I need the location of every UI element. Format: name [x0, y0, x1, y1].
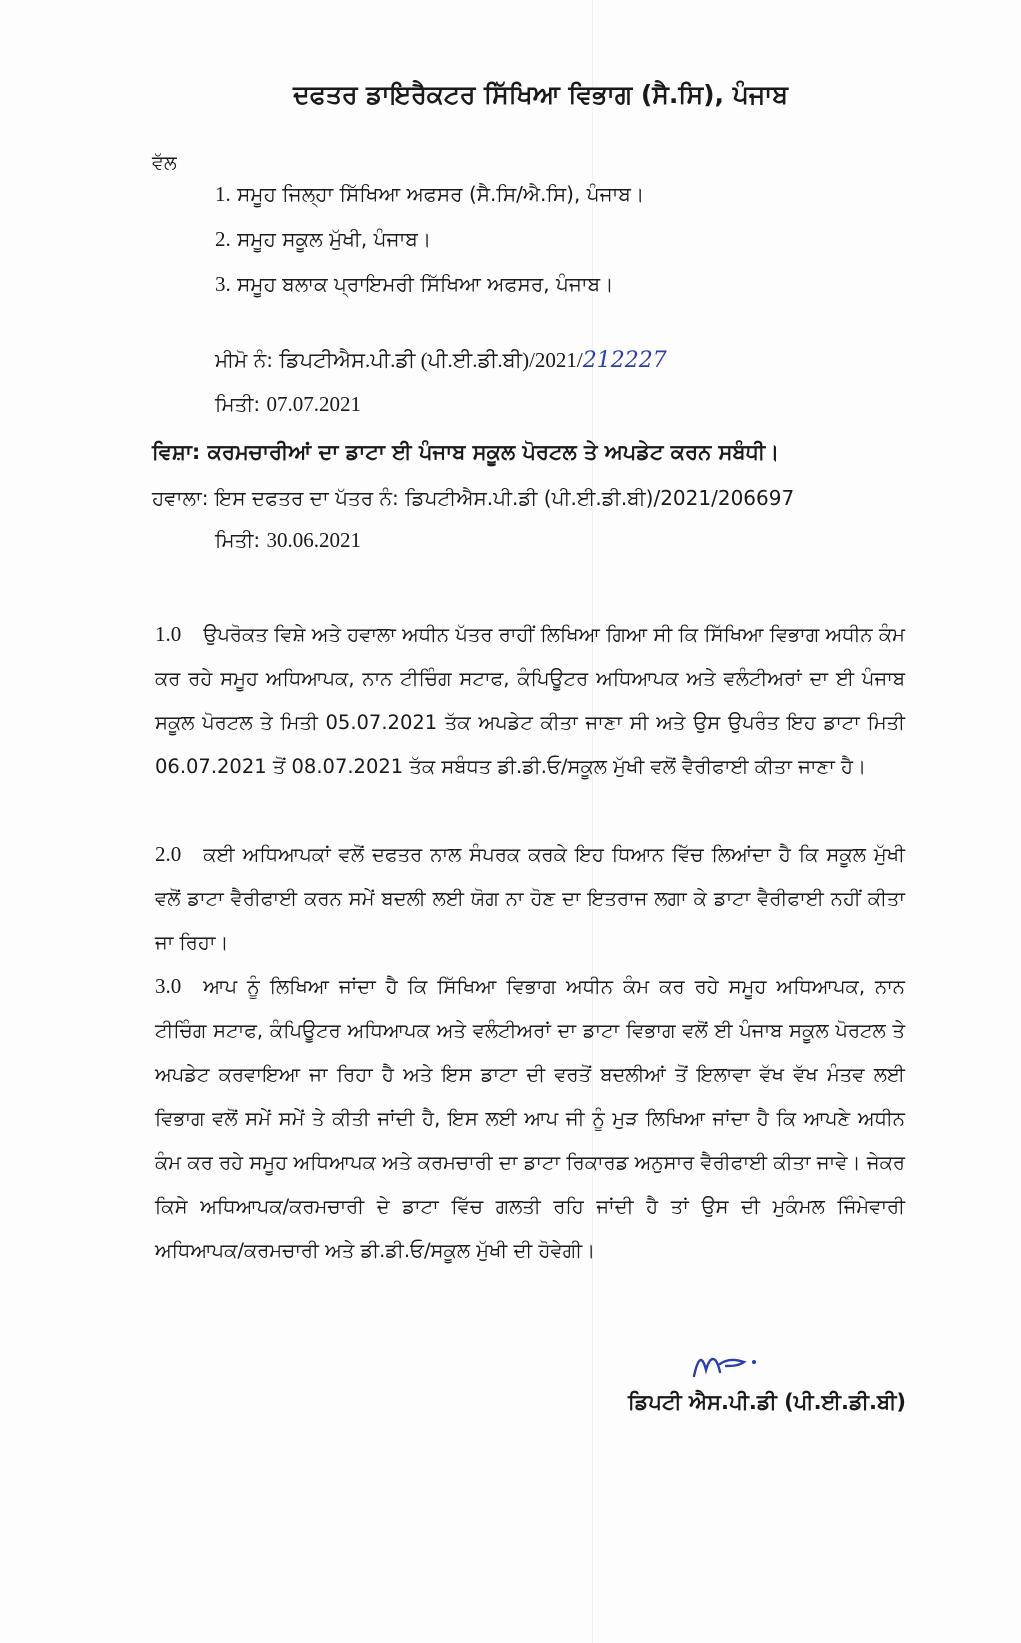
paragraph-3: 3.0 ਆਪ ਨੂੰ ਲਿਖਿਆ ਜਾਂਦਾ ਹੈ ਕਿ ਸਿੱਖਿਆ ਵਿਭਾਗ ਅਧੀਨ ਕੰਮ ਕਰ ਰਹੇ ਸਮੂਹ ਅਧਿਆਪਕ, ਨਾਨ ਟੀਚਿੰਗ ਸਟਾਫ, ਕੰਪਿਊਟਰ ਅਧਿਆਪਕ ਅਤੇ ਵਲੰਟੀਅਰਾਂ ਦਾ ਡਾਟਾ ਵਿਭਾਗ ਵਲੋਂ ਈ ਪੰਜਾਬ ਸਕੂਲ ਪੋਰਟਲ ਤੇ ਅਪਡੇਟ ਕਰਵਾਇਆ ਜਾ ਰਿਹਾ ਹੈ ਅਤੇ ਇਸ ਡਾਟਾ ਦੀ ਵਰਤੋਂ ਬਦਲੀਆਂ ਤੋਂ ਇਲਾਵਾ ਵੱਖ ਵੱਖ ਮੰਤਵ ਲਈ ਵਿਭਾਗ ਵਲੋਂ ਸਮੇਂ ਸਮੇਂ ਤੇ ਕੀਤੀ ਜਾਂਦੀ ਹੈ, ਇਸ ਲਈ ਆਪ ਜੀ ਨੂੰ ਮੁੜ ਲਿਖਿਆ ਜਾਂਦਾ ਹੈ ਕਿ ਆਪਣੇ ਅਧੀਨ ਕੰਮ ਕਰ ਰਹੇ ਸਮੂਹ ਅਧਿਆਪਕ ਅਤੇ ਕਰਮਚਾਰੀ ਦਾ ਡਾਟਾ ਰਿਕਾਰਡ ਅਨੁਸਾਰ ਵੈਰੀਫਾਈ ਕੀਤਾ ਜਾਵੇ। ਜੇਕਰ ਕਿਸੇ ਅਧਿਆਪਕ/ਕਰਮਚਾਰੀ ਦੇ ਡਾਟਾ ਵਿੱਚ ਗਲਤੀ ਰਹਿ ਜਾਂਦੀ ਹੈ ਤਾਂ ਉਸ ਦੀ ਮੁਕੰਮਲ ਜਿੰਮੇਵਾਰੀ ਅਧਿਆਪਕ/ਕਰਮਚਾਰੀ ਅਤੇ ਡੀ.ਡੀ.ਓ/ਸਕੂਲ ਮੁੱਖੀ ਦੀ ਹੋਵੇਗੀ।	[155, 974, 905, 1262]
recipient-item: 1. ਸਮੂਹ ਜਿਲ੍ਹਾ ਸਿੱਖਿਆ ਅਫਸਰ (ਸੈ.ਸਿ/ਐ.ਸਿ), ਪੰਜਾਬ।	[215, 182, 645, 206]
recipient-item: 3. ਸਮੂਹ ਬਲਾਕ ਪ੍ਰਾਇਮਰੀ ਸਿੱਖਿਆ ਅਫਸਰ, ਪੰਜਾਬ।	[215, 272, 614, 296]
office-heading: ਦਫਤਰ ਡਾਇਰੈਕਟਰ ਸਿੱਖਿਆ ਵਿਭਾਗ (ਸੈ.ਸਿ), ਪੰਜਾਬ	[293, 80, 788, 109]
recipient-item: 2. ਸਮੂਹ ਸਕੂਲ ਮੁੱਖੀ, ਪੰਜਾਬ।	[215, 227, 432, 251]
subject-line: ਵਿਸ਼ਾ: ਕਰਮਚਾਰੀਆਂ ਦਾ ਡਾਟਾ ਈ ਪੰਜਾਬ ਸਕੂਲ ਪੋਰਟਲ ਤੇ ਅਪਡੇਟ ਕਰਨ ਸਬੰਧੀ।	[152, 440, 780, 464]
to-label: ਵੱਲ	[152, 152, 177, 174]
paragraph-1: 1.0 ਉਪਰੋਕਤ ਵਿਸ਼ੇ ਅਤੇ ਹਵਾਲਾ ਅਧੀਨ ਪੱਤਰ ਰਾਹੀਂ ਲਿਖਿਆ ਗਿਆ ਸੀ ਕਿ ਸਿੱਖਿਆ ਵਿਭਾਗ ਅਧੀਨ ਕੰਮ ਕਰ ਰਹੇ ਸਮੂਹ ਅਧਿਆਪਕ, ਨਾਨ ਟੀਚਿੰਗ ਸਟਾਫ, ਕੰਪਿਊਟਰ ਅਧਿਆਪਕ ਅਤੇ ਵਲੰਟੀਅਰਾਂ ਦਾ ਈ ਪੰਜਾਬ ਸਕੂਲ ਪੋਰਟਲ ਤੇ ਮਿਤੀ 05.07.2021 ਤੱਕ ਅਪਡੇਟ ਕੀਤਾ ਜਾਣਾ ਸੀ ਅਤੇ ਉਸ ਉਪਰੰਤ ਇਹ ਡਾਟਾ ਮਿਤੀ 06.07.2021 ਤੋਂ 08.07.2021 ਤੱਕ ਸਬੰਧਤ ਡੀ.ਡੀ.ਓ/ਸਕੂਲ ਮੁੱਖੀ ਵਲੋਂ ਵੈਰੀਫਾਈ ਕੀਤਾ ਜਾਣਾ ਹੈ।	[155, 622, 905, 778]
memo-date: ਮਿਤੀ: 07.07.2021	[215, 392, 362, 416]
reference-date: ਮਿਤੀ: 30.06.2021	[215, 528, 362, 552]
signature-mark	[690, 1348, 770, 1382]
reference-line: ਹਵਾਲਾ: ਇਸ ਦਫਤਰ ਦਾ ਪੱਤਰ ਨੰ: ਡਿਪਟੀਐਸ.ਪੀ.ਡੀ (ਪੀ.ਈ.ਡੀ.ਬੀ)/2021/206697	[152, 486, 795, 510]
paragraph-2: 2.0 ਕਈ ਅਧਿਆਪਕਾਂ ਵਲੋਂ ਦਫਤਰ ਨਾਲ ਸੰਪਰਕ ਕਰਕੇ ਇਹ ਧਿਆਨ ਵਿੱਚ ਲਿਆਂਦਾ ਹੈ ਕਿ ਸਕੂਲ ਮੁੱਖੀ ਵਲੋਂ ਡਾਟਾ ਵੈਰੀਫਾਈ ਕਰਨ ਸਮੇਂ ਬਦਲੀ ਲਈ ਯੋਗ ਨਾ ਹੋਣ ਦਾ ਇਤਰਾਜ ਲਗਾ ਕੇ ਡਾਟਾ ਵੈਰੀਫਾਈ ਨਹੀਂ ਕੀਤਾ ਜਾ ਰਿਹਾ।	[155, 842, 905, 954]
scan-fold-line	[592, 0, 593, 1643]
handwritten-memo-number: 212227	[582, 348, 667, 373]
memo-number: ਮੀਮੋ ਨੰ: ਡਿਪਟੀਐਸ.ਪੀ.ਡੀ (ਪੀ.ਈ.ਡੀ.ਬੀ)/2021/212227	[215, 348, 667, 373]
signatory-designation: ਡਿਪਟੀ ਐਸ.ਪੀ.ਡੀ (ਪੀ.ਈ.ਡੀ.ਬੀ)	[627, 1390, 906, 1414]
